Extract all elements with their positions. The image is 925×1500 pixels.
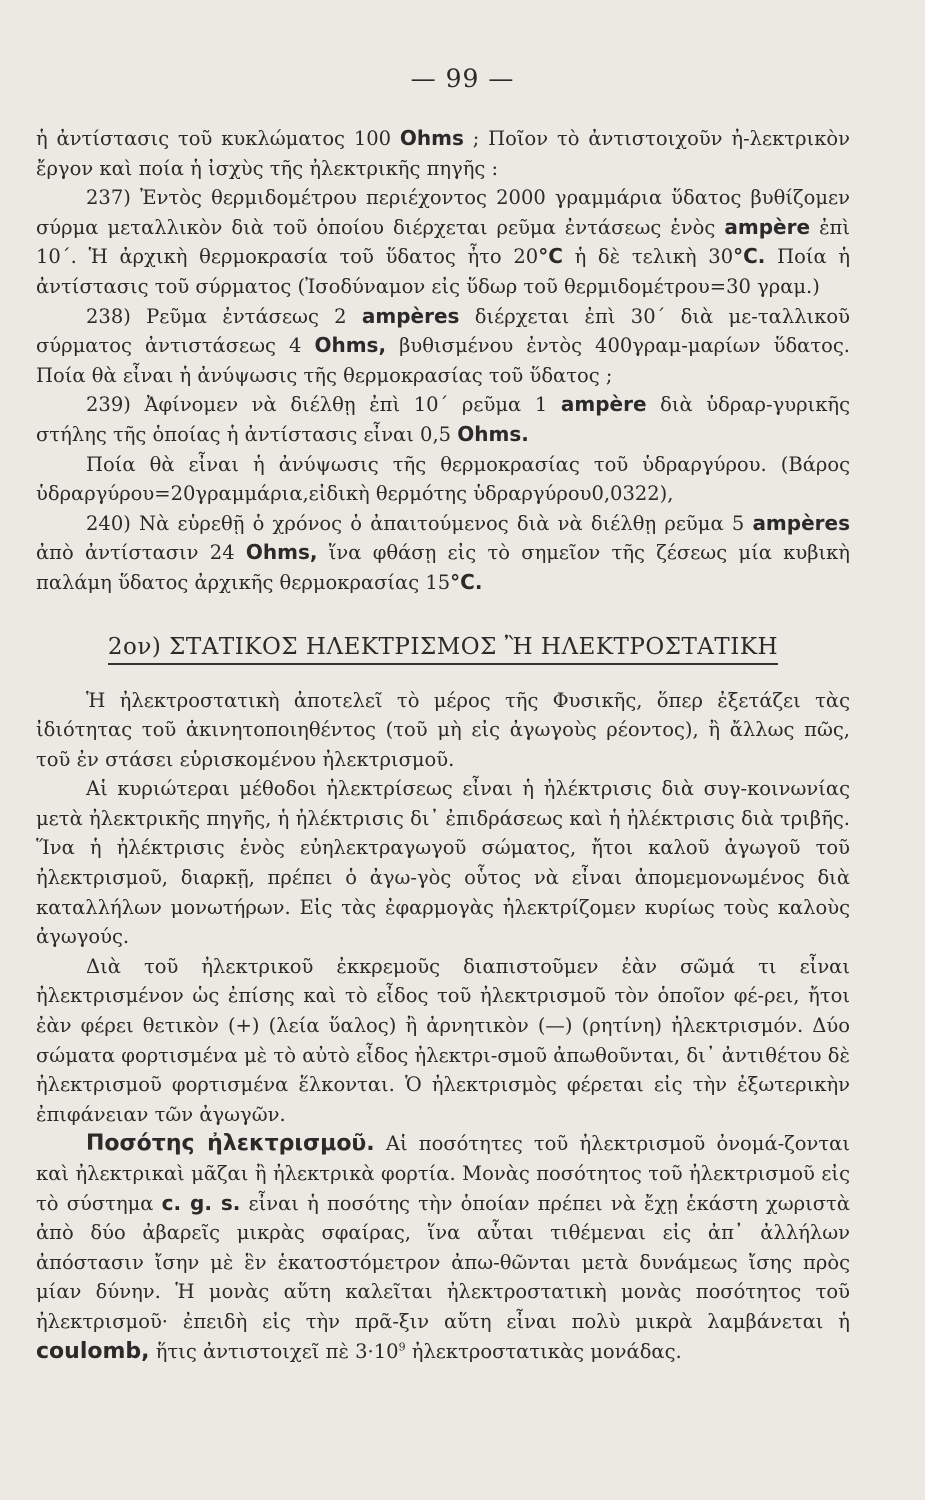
problem-239-continued [36, 450, 850, 509]
unit-term: ampères [752, 510, 850, 535]
text: ἐπὶ 10΄. Ἡ ἀρχικὴ θερμοκρασία τοῦ ὕδατος ἦτο 20 [36, 215, 850, 269]
unit-term: ampères [361, 303, 460, 328]
unit-term: °C [538, 244, 563, 269]
text: Αἱ ποσότητες τοῦ ἠλεκτρισμοῦ ὀνομά-ζονται καὶ ἠλεκτρικαὶ μᾶζαι ἢ ἠλεκτρικὰ φορτία. Μονὰς ποσότητος τοῦ ἠλεκτρισμοῦ εἰς τὸ σύστημα [36, 1132, 850, 1215]
text: 237) Ἐντὸς θερμιδομέτρου περιέχοντος 2000 γραμμάρια ὕδατος βυθίζομεν σύρμα μεταλλικὸν διὰ τοῦ ὁποίου διέρχεται ρεῦμα ἐντάσεως ἑνὸς [36, 186, 850, 239]
text: ἡ δὲ τελικὴ 30 [562, 245, 734, 269]
problem-240 [36, 509, 850, 598]
paragraph-intro: Ἡ ἠλεκτροστατικὴ ἀποτελεῖ τὸ μέρος τῆς Φυσικῆς, ὅπερ ἐξετάζει τὰς ἰδιότητας τοῦ ἀκινητοποιηθέντος (τοῦ μὴ εἰς ἀγωγοὺς ρέοντος), ἢ ἄλλως πῶς, τοῦ ἐν στάσει εὑρισκομένου ἠλεκτρισμοῦ. [36, 688, 850, 771]
exponent: 9 [398, 1340, 406, 1354]
unit-term: coulomb, [36, 1338, 150, 1364]
unit-term: c. g. s. [161, 1190, 241, 1215]
unit-term: °C. [450, 569, 483, 594]
paragraph-pendulum: Διὰ τοῦ ἠλεκτρικοῦ ἐκκρεμοῦς διαπιστοῦμεν ἐὰν σῶμά τι εἶναι ἠλεκτρισμένον ὡς ἐπίσης καὶ τὸ εἶδος τοῦ ἠλεκτρισμοῦ τὸν ὁποῖον φέ-ρει, ἤτοι ἐὰν φέρει θετικὸν (+) (λεία ὕαλος) ἢ ἀρνητικὸν (—) (ρητίνη) ἠλεκτρισμόν. Δύο σώματα φορτισμένα μὲ τὸ αὐτὸ εἶδος ἠλεκτρι-σμοῦ ἀπωθοῦνται, δι᾽ ἀντιθέτου δὲ ἠλεκτρισμοῦ φορτισμένα ἕλκονται. Ὁ ἠλεκτρισμὸς φέρεται εἰς τὴν ἐξωτερικὴν ἐπιφάνειαν τῶν ἀγωγῶν. [36, 954, 850, 1126]
unit-term: °C. [733, 244, 766, 269]
subsection-title: Ποσότης ἠλεκτρισμοῦ. [86, 1131, 375, 1157]
problem-238 [36, 302, 850, 391]
text: διὰ ὑδραρ-γυρικῆς στήλης τῆς ὁποίας ἡ ἀντίστασις εἶναι 0,5 [36, 393, 850, 446]
text: ἵνα φθάσῃ εἰς τὸ σημεῖον τῆς ζέσεως μία κυβικὴ παλάμη ὕδατος ἀρχικῆς θερμοκρασίας 15 [36, 541, 850, 594]
unit-term: ampère [724, 214, 811, 239]
problem-239 [36, 390, 850, 449]
text: ἡ ἀντίστασις τοῦ κυκλώματος 100 [36, 127, 400, 150]
text: ἠλεκτροστατικὰς μονάδας. [405, 1339, 682, 1363]
unit-term: ampère [560, 392, 647, 417]
text: Ποία θὰ εἶναι ἡ ἀνύψωσις τῆς θερμοκρασίας τοῦ ὑδραργύρου. (Βάρος ὑδραργύρου=20γραμμάρια,εἰδικὴ θερμότης ὑδραργύρου0,0322), [36, 452, 850, 506]
text: 238) Ρεῦμα ἐντάσεως 2 [86, 304, 362, 328]
unit-term: Ohms [399, 126, 464, 150]
problem-237 [36, 183, 850, 301]
unit-term: Ohms, [245, 540, 318, 565]
text: βυθισμένου ἐντὸς 400γραμ-μαρίων ὕδατος. Ποία θὰ εἶναι ἡ ἀνύψωσις τῆς θερμοκρασίας τοῦ ὕδατος ; [36, 334, 850, 387]
unit-term: Ohms. [457, 421, 529, 446]
page-number: — 99 — [410, 64, 515, 93]
paragraph-methods: Αἱ κυριώτεραι μέθοδοι ἠλεκτρίσεως εἶναι ἡ ἠλέκτρισις διὰ συγ-κοινωνίας μετὰ ἠλεκτρικῆς πηγῆς, ἡ ἠλέκτρισις δι᾽ ἐπιδράσεως καὶ ἡ ἠλέκτρισις διὰ τριβῆς. Ἵνα ἡ ἠλέκτρισις ἑνὸς εὐηλεκτραγωγοῦ σώματος, ἤτοι καλοῦ ἀγωγοῦ τοῦ ἠλεκτρισμοῦ, διαρκῇ, πρέπει ὁ ἀγω-γὸς οὗτος νὰ εἶναι ἀπομεμονωμένος διὰ καταλλήλων μονωτήρων. Εἰς τὰς ἐφαρμογὰς ἠλεκτρίζομεν κυρίως τοὺς καλοὺς ἀγωγούς. [36, 777, 850, 949]
section-heading-text: 2ον) ΣΤΑΤΙΚΟΣ ΗΛΕΚΤΡΙΣΜΟΣ Ἢ ΗΛΕΚΤΡΟΣΤΑΤΙΚΗ [108, 634, 778, 665]
text: ; Ποῖον τὸ ἀντιστοιχοῦν ἠ-λεκτρικὸν ἔργον καὶ ποία ἡ ἰσχὺς τῆς ἠλεκτρικῆς πηγῆς : [36, 127, 850, 180]
unit-term: Ohms, [314, 333, 387, 358]
paragraph-continuation [36, 124, 850, 183]
text: 239) Ἀφίνομεν νὰ διέλθῃ ἐπὶ 10΄ ρεῦμα 1 [86, 393, 561, 417]
text: ἥτις ἀντιστοιχεῖ πὲ 3·10 [149, 1339, 399, 1363]
text: 240) Νὰ εὑρεθῇ ὁ χρόνος ὁ ἀπαιτούμενος διὰ νὰ διέλθῃ ρεῦμα 5 [86, 511, 753, 535]
section-heading [36, 634, 850, 660]
page-body [36, 124, 850, 1366]
text: διέρχεται ἐπὶ 30΄ διὰ με-ταλλικοῦ σύρματος ἀντιστάσεως 4 [36, 304, 850, 358]
text: ἀπὸ ἀντίστασιν 24 [36, 541, 246, 565]
text: Ποία ἡ ἀντίστασις τοῦ σύρματος (Ἰσοδύναμον εἰς ὕδωρ τοῦ θερμιδομέτρου=30 γραμ.) [36, 245, 851, 298]
paragraph-quantity [36, 1129, 850, 1366]
text: εἶναι ἡ ποσότης τὴν ὁποίαν πρέπει νὰ ἔχῃ ἑκάστη χωριστὰ ἀπὸ δύο ἀβαρεῖς μικρὰς σφαίρας, ἵνα αὗται τιθέμεναι εἰς ἀπ᾽ ἀλλήλων ἀπόστασιν ἴσην μὲ ἓν ἑκατοστόμετρον ἀπω-θῶνται μετὰ δυνάμεως ἴσης πρὸς μίαν δύνην. Ἡ μονὰς αὕτη καλεῖται ἠλεκτροστατικὴ μονὰς ποσότητος τοῦ ἠλεκτρισμοῦ· ἐπειδὴ εἰς τὴν πρᾶ-ξιν αὕτη εἶναι πολὺ μικρὰ λαμβάνεται ἡ [36, 1191, 851, 1333]
